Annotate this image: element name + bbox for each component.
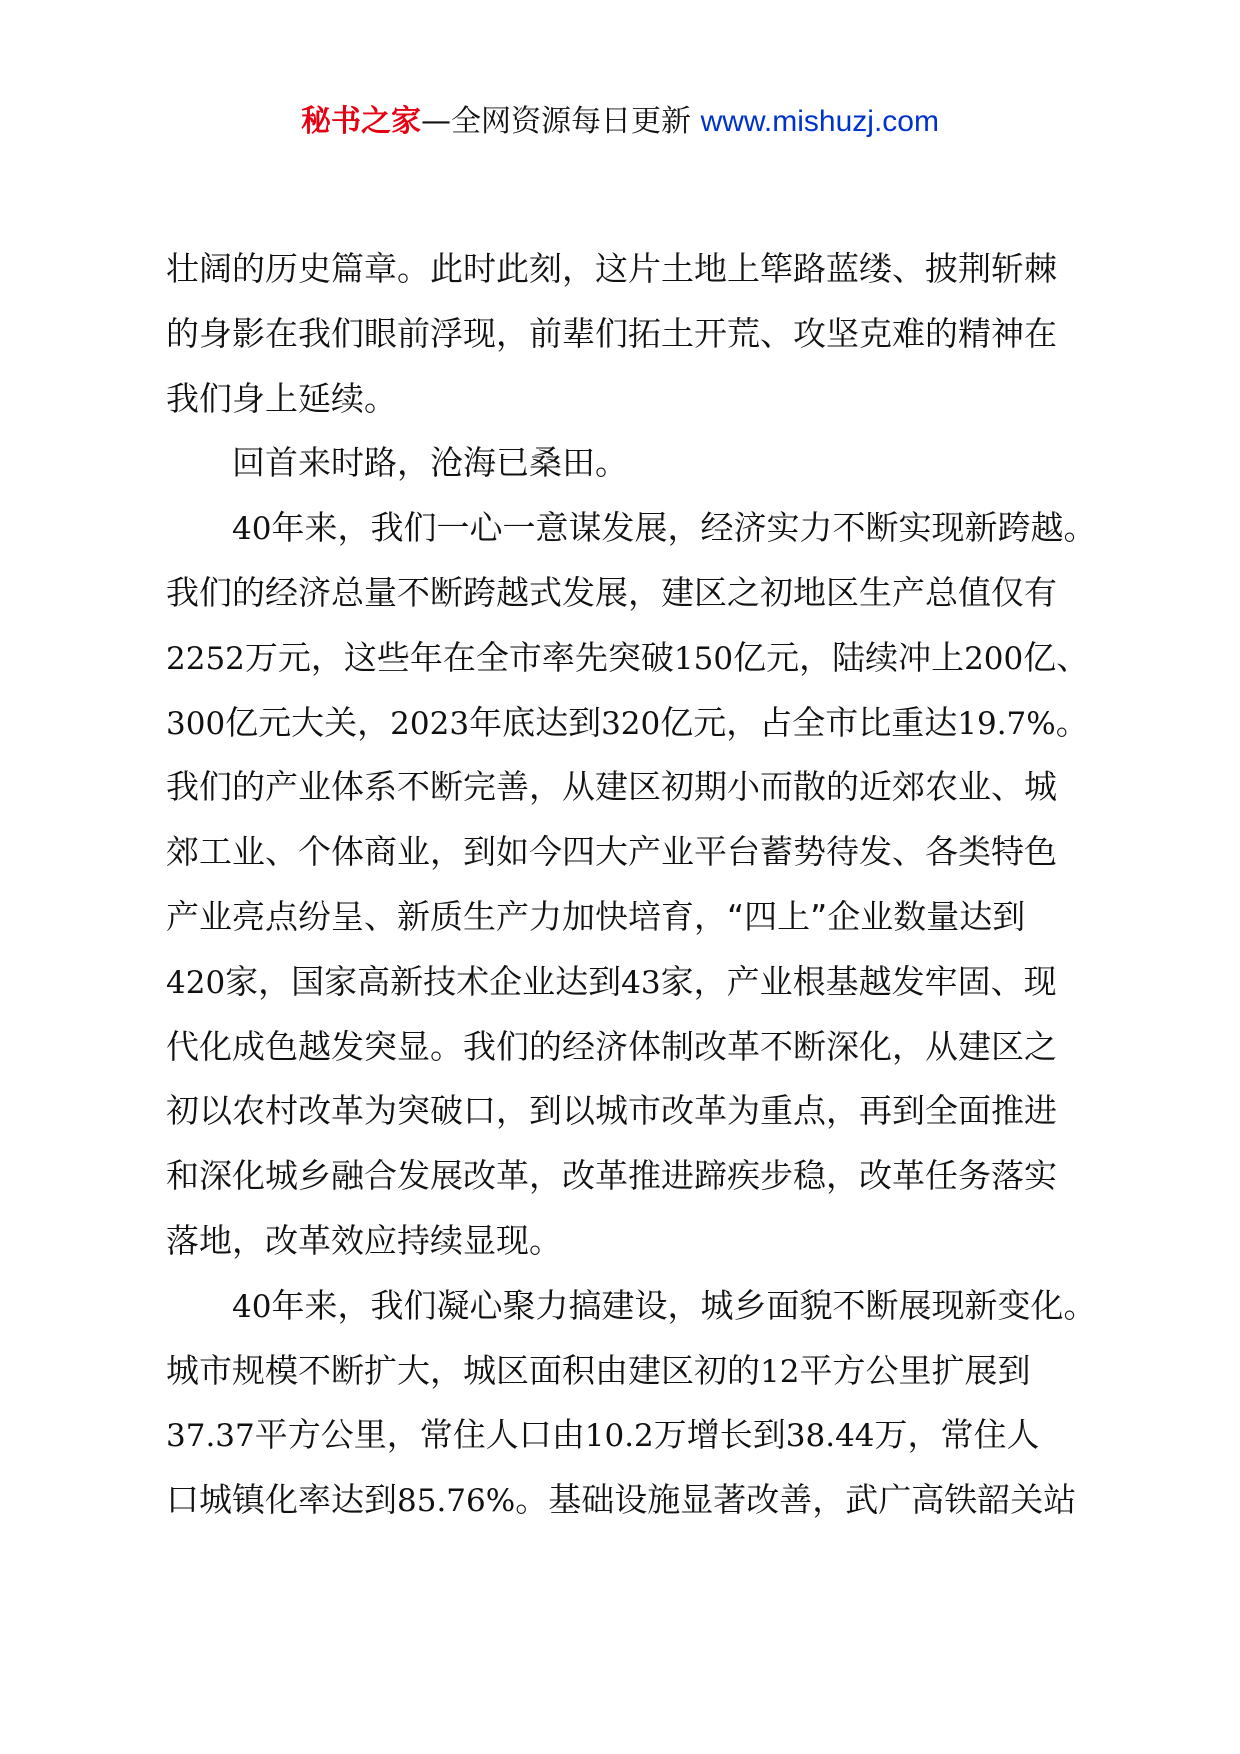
header-url-link[interactable]: www.mishuzj.com [700, 105, 939, 138]
text-line: 40年来，我们凝心聚力搞建设，城乡面貌不断展现新变化。 [232, 1285, 1097, 1325]
text-line: 城市规模不断扩大，城区面积由建区初的12平方公里扩展到 [166, 1350, 1031, 1390]
text-line: 壮阔的历史篇章。此时此刻，这片土地上筚路蓝缕、披荆斩棘 [166, 249, 1057, 288]
text-line: 420家，国家高新技术企业达到43家，产业根基越发牢固、现 [166, 961, 1057, 1001]
text-line: 和深化城乡融合发展改革，改革推进蹄疾步稳，改革任务落实 [166, 1156, 1057, 1196]
text-line: 初以农村改革为突破口，到以城市改革为重点，再到全面推进 [166, 1091, 1057, 1131]
text-line: 口城镇化率达到85.76%。基础设施显著改善，武广高铁韶关站 [166, 1480, 1077, 1520]
text-line: 代化成色越发突显。我们的经济体制改革不断深化，从建区之 [166, 1026, 1057, 1066]
text-line: 2252万元，这些年在全市率先突破150亿元，陆续冲上200亿、 [166, 637, 1090, 677]
text-line: 40年来，我们一心一意谋发展，经济实力不断实现新跨越。 [232, 508, 1097, 548]
text-line: 回首来时路，沧海已桑田。 [232, 443, 628, 483]
text-line: 我们的产业体系不断完善，从建区初期小而散的近郊农业、城 [166, 767, 1057, 807]
document-body [166, 237, 1097, 1533]
text-line: 我们身上延续。 [166, 378, 397, 418]
header-tagline: —全网资源每日更新 [421, 104, 701, 139]
text-line: 落地，改革效应持续显现。 [166, 1220, 562, 1260]
text-line: 37.37平方公里，常住人口由10.2万增长到38.44万，常住人 [166, 1415, 1040, 1455]
text-line: 郊工业、个体商业，到如今四大产业平台蓄势待发、各类特色 [166, 832, 1057, 872]
text-line: 300亿元大关，2023年底达到320亿元，占全市比重达19.7%。 [166, 702, 1089, 742]
text-line: 我们的经济总量不断跨越式发展，建区之初地区生产总值仅有 [166, 572, 1057, 612]
page-header [0, 100, 1240, 144]
text-line: 产业亮点纷呈、新质生产力加快培育，“四上”企业数量达到 [166, 896, 1026, 936]
text-line: 的身影在我们眼前浮现，前辈们拓土开荒、攻坚克难的精神在 [166, 313, 1057, 353]
header-brand: 秘书之家 [301, 104, 422, 139]
